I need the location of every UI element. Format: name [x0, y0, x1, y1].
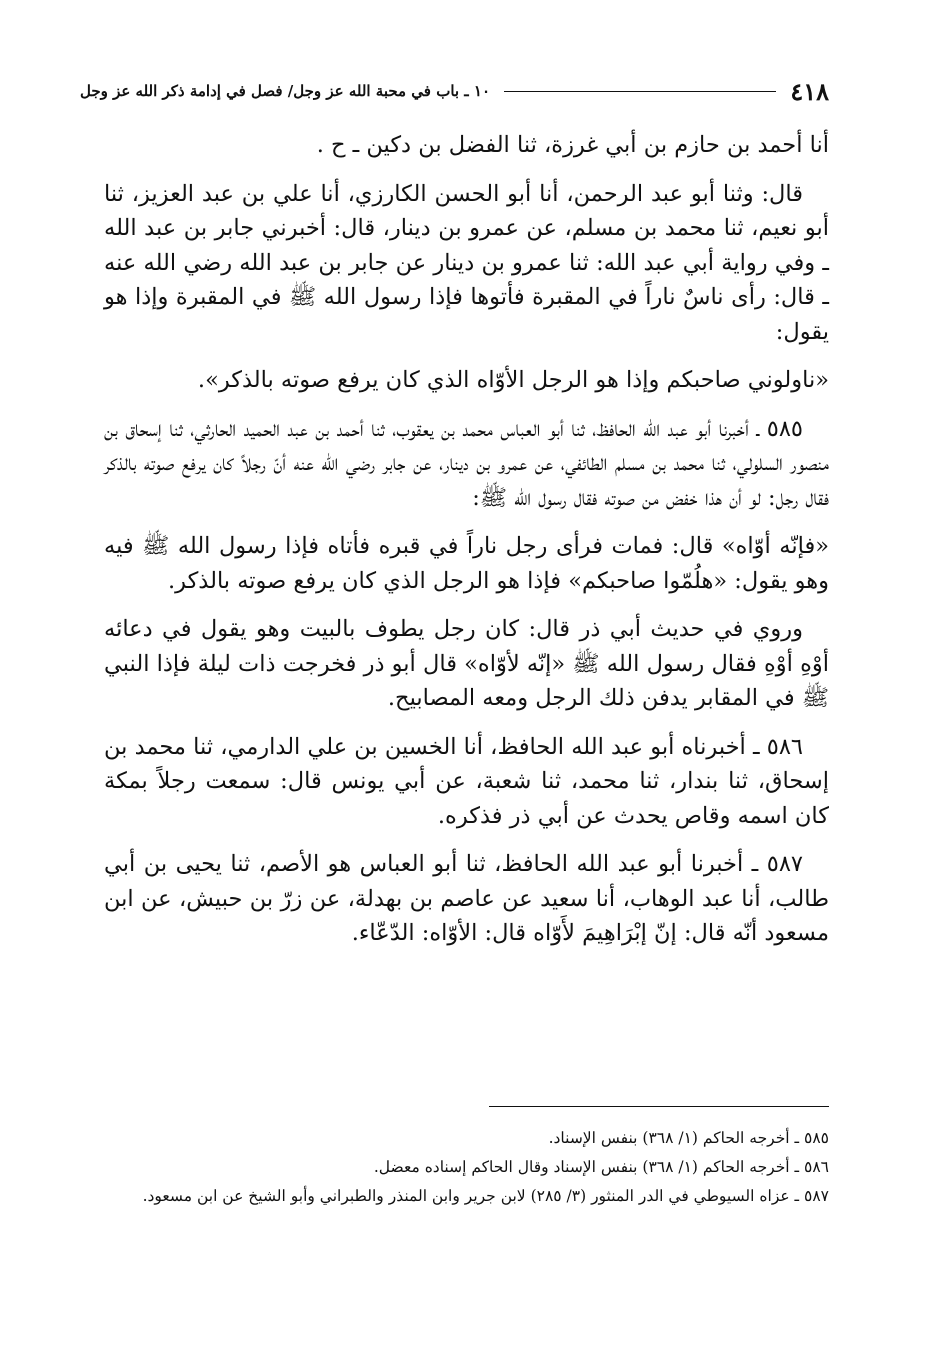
paragraph-continuation: أنا أحمد بن حازم بن أبي غرزة، ثنا الفضل بن دكين ـ ح .: [316, 132, 829, 158]
paragraph-587: ٥٨٧ ـ أخبرنا أبو عبد الله الحافظ، ثنا أبو العباس هو الأصم، ثنا يحيى بن أبي طالب، أنا عبد الوهاب، أنا سعيد عن عاصم بن بهدلة، عن زرّ بن حبيش، عن ابن مسعود أنّه قال: إنّ إبْرَاهِيمَ لأَوّاه قال: الأوّاه: الدّعّاء.: [104, 851, 829, 946]
footnote-587: ٥٨٧ ـ عزاه السيوطي في الدر المنثور (٣/ ٢٨٥) لابن جرير وابن المنذر والطبراني وأبو الشيخ عن ابن مسعود.: [142, 1187, 829, 1205]
paragraph-585: ٥٨٥ ـ أخبرنا أبو عبد الله الحافظ، ثنا أبو العباس محمد بن يعقوب، ثنا أحمد بن عبد الحميد الحارثي، ثنا إسحاق بن منصور السلولي، ثنا محمد بن مسلم الطائفي، عن عمرو بن دينار، عن جابر رضي الله عنه أنّ رجلاً كان يرفع صوته بالذكر فقال رجل: لو أن هذا خفض من صوته فقال رسول الله ﷺ:: [104, 415, 829, 511]
footnote-rule: [489, 1106, 829, 1107]
running-title: ١٠ ـ باب في محبة الله عز وجل/ فصل في إدامة ذكر الله عز وجل: [80, 82, 491, 100]
page-number: ٤١٨: [790, 76, 829, 106]
paragraph-abu-dhar: وروي في حديث أبي ذر قال: كان رجل يطوف بالبيت وهو يقول في دعائه أوْهِ أوْهِ فقال رسول الله ﷺ «إنّه لأوّاه» قال أبو ذر فخرجت ذات ليلة فإذا النبي ﷺ في المقابر يدفن ذلك الرجل ومعه المصابيح.: [104, 616, 829, 711]
footnote-586: ٥٨٦ ـ أخرجه الحاكم (١/ ٣٦٨) بنفس الإسناد وقال الحاكم إسناده معضل.: [373, 1158, 829, 1176]
footnote-585: ٥٨٥ ـ أخرجه الحاكم (١/ ٣٦٨) بنفس الإسناد.: [548, 1129, 829, 1147]
footnotes: [104, 1124, 829, 1211]
page-header: [80, 74, 829, 108]
paragraph-isnad: قال: وثنا أبو عبد الرحمن، أنا أبو الحسن الكارزي، أنا علي بن عبد العزيز، ثنا أبو نعيم، ثنا محمد بن مسلم، عن عمرو بن دينار، قال: أخبرني جابر بن عبد الله ـ وفي رواية أبي عبد الله: ثنا عمرو بن دينار عن جابر بن عبد الله رضي الله عنه ـ قال: رأى ناسٌ ناراً في المقبرة فأتوها فإذا رسول الله ﷺ في المقبرة وإذا هو يقول:: [104, 180, 829, 345]
paragraph-hadith-quote: «ناولوني صاحبكم وإذا هو الرجل الأوّاه الذي كان يرفع صوته بالذكر».: [197, 367, 829, 393]
main-text: [104, 128, 829, 965]
paragraph-586: ٥٨٦ ـ أخبرناه أبو عبد الله الحافظ، أنا الخسين بن علي الدارمي، ثنا محمد بن إسحاق، ثنا بندار، ثنا محمد، ثنا شعبة، عن أبي يونس قال: سمعت رجلاً بمكة كان اسمه وقاص يحدث عن أبي ذر فذكره.: [104, 733, 829, 829]
header-rule: [504, 91, 776, 92]
paragraph-585-quote: «فإنّه أوّاه» قال: فمات فرأى رجل ناراً في قبره فأتاه فإذا رسول الله ﷺ فيه وهو يقول: «هلُمّوا صاحبكم» فإذا هو الرجل الذي كان يرفع صوته بالذكر.: [104, 533, 829, 594]
